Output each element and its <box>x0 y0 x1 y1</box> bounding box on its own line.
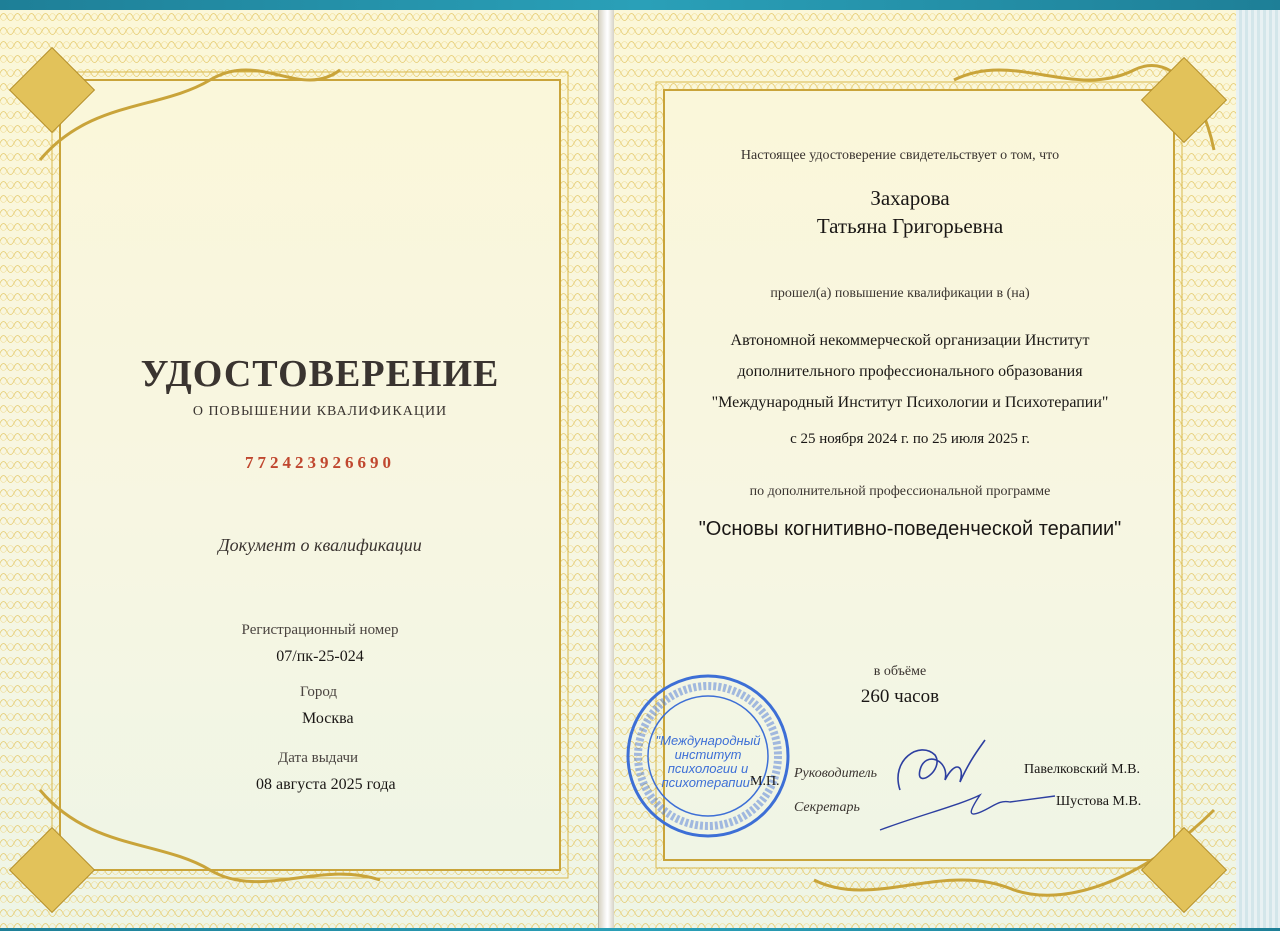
head-name: Павелковский М.В. <box>1024 762 1140 777</box>
registration-number: 07/пк-25-024 <box>276 648 364 665</box>
certificate-serial-number: 772423926690 <box>245 453 395 472</box>
program-label: по дополнительной профессиональной программе <box>749 484 1051 499</box>
stamp-line-3: психологии и <box>667 761 749 776</box>
stamp-line-4: психотерапии" <box>661 775 755 790</box>
stamp-line-1: "Международный <box>655 733 761 748</box>
program-name: "Основы когнитивно-поведенческой терапии" <box>698 518 1122 540</box>
holder-given-names: Татьяна Григорьевна <box>816 214 1004 238</box>
head-role-label: Руководитель <box>794 766 878 781</box>
holder-surname: Захарова <box>870 186 950 210</box>
secretary-name: Шустова М.В. <box>1056 794 1142 809</box>
handwritten-signatures <box>860 720 1060 840</box>
registration-label: Регистрационный номер <box>241 622 399 638</box>
passed-text: прошел(а) повышение квалификации в (на) <box>770 286 1030 301</box>
volume-label: в объёме <box>873 664 927 679</box>
issue-date-label: Дата выдачи <box>278 750 359 766</box>
city-value: Москва <box>302 710 354 727</box>
certificate-subtitle: О ПОВЫШЕНИИ КВАЛИФИКАЦИИ <box>192 404 448 419</box>
organization-stamp <box>624 672 792 840</box>
issue-date-value: 08 августа 2025 года <box>256 776 396 793</box>
secretary-role-label: Секретарь <box>794 800 860 815</box>
city-label: Город <box>300 684 338 700</box>
intro-text: Настоящее удостоверение свидетельствует о том, что <box>740 148 1060 163</box>
cover-lining <box>1236 10 1280 928</box>
stamp-line-2: институт <box>674 747 742 762</box>
volume-hours: 260 часов <box>860 686 940 707</box>
organization-line-1: Автономной некоммерческой организации Институт <box>730 332 1090 349</box>
study-period: с 25 ноября 2024 г. по 25 июля 2025 г. <box>790 431 1030 447</box>
organization-line-3: "Международный Институт Психологии и Психотерапии" <box>711 394 1109 411</box>
seal-place-mark: М.П. <box>750 774 780 789</box>
organization-line-2: дополнительного профессионального образования <box>737 363 1083 380</box>
document-type: Документ о квалификации <box>218 535 422 555</box>
certificate-title: УДОСТОВЕРЕНИЕ <box>140 353 500 395</box>
